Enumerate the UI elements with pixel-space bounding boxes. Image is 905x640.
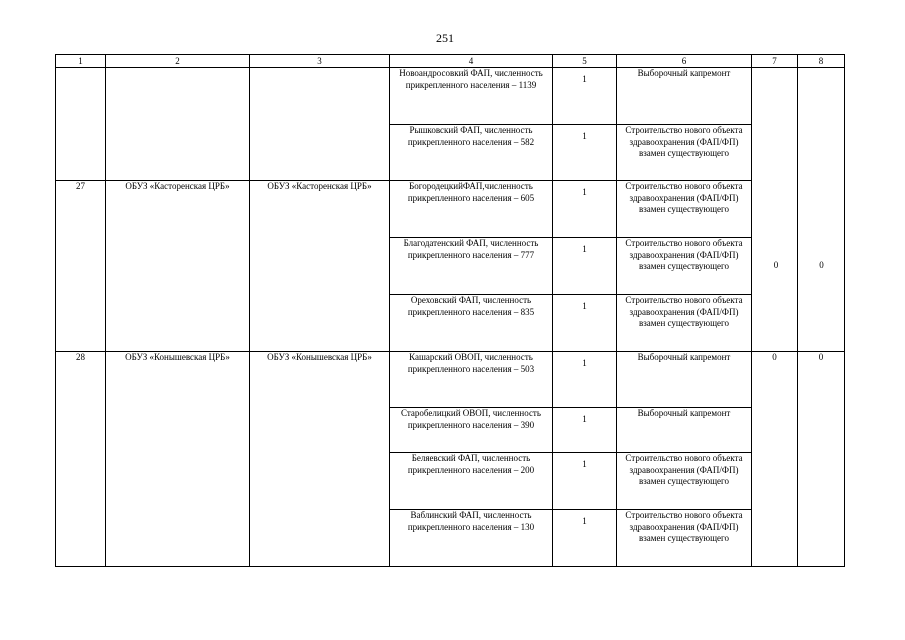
table-row: [56, 181, 845, 238]
object-cell: Ваблинский ФАП, численность прикрепленного населения – 130: [390, 510, 553, 567]
qty-cell: [553, 352, 617, 408]
qty-value: 1: [582, 244, 587, 254]
col8-value: 0: [798, 352, 845, 567]
work-cell: Выборочный капремонт: [617, 352, 752, 408]
work-cell: Строительство нового объекта здравоохранения (ФАП/ФП) взамен существующего: [617, 238, 752, 295]
header-col-4: 4: [390, 55, 553, 68]
col7-merged-cell: [752, 68, 798, 352]
cont-org-cell: [106, 68, 250, 181]
object-cell: Старобелицкий ОВОП, численность прикрепленного населения – 390: [390, 408, 553, 453]
cont-num-cell: [56, 68, 106, 181]
g27-col7-value: 0: [773, 260, 779, 270]
qty-value: 1: [582, 74, 587, 84]
qty-value: 1: [582, 516, 587, 526]
header-col-5: 5: [553, 55, 617, 68]
program-table: [55, 54, 845, 567]
header-col-7: 7: [752, 55, 798, 68]
organization-cell: ОБУЗ «Касторенская ЦРБ»: [106, 181, 250, 352]
recipient-cell: ОБУЗ «Конышевская ЦРБ»: [250, 352, 390, 567]
row-number: 27: [56, 181, 106, 352]
qty-value: 1: [582, 459, 587, 469]
page-number: 251: [436, 31, 454, 45]
qty-cell: [553, 125, 617, 181]
qty-value: 1: [582, 414, 587, 424]
header-col-8: 8: [798, 55, 845, 68]
object-cell: Беляевский ФАП, численность прикрепленного населения – 200: [390, 453, 553, 510]
cont-recipient-cell: [250, 68, 390, 181]
object-cell: Новоандросовкий ФАП, численность прикрепленного населения – 1139: [390, 68, 553, 125]
col8-merged-cell: [798, 68, 845, 352]
header-row: [56, 55, 845, 68]
work-cell: Выборочный капремонт: [617, 408, 752, 453]
qty-cell: [553, 510, 617, 567]
qty-cell: [553, 453, 617, 510]
work-cell: Строительство нового объекта здравоохранения (ФАП/ФП) взамен существующего: [617, 181, 752, 238]
g27-col8-value: 0: [819, 260, 824, 270]
qty-cell: [553, 238, 617, 295]
header-col-1: 1: [56, 55, 106, 68]
qty-value: 1: [582, 187, 587, 197]
object-cell: Ореховский ФАП, численность прикрепленного населения – 835: [390, 295, 553, 352]
object-cell: Рышковский ФАП, численность прикрепленного населения – 582: [390, 125, 553, 181]
table-row: [56, 68, 845, 125]
work-cell: Строительство нового объекта здравоохранения (ФАП/ФП) взамен существующего: [617, 295, 752, 352]
qty-cell: [553, 181, 617, 238]
object-cell: Благодатенский ФАП, численность прикрепленного населения – 777: [390, 238, 553, 295]
work-cell: Строительство нового объекта здравоохранения (ФАП/ФП) взамен существующего: [617, 453, 752, 510]
header-col-3: 3: [250, 55, 390, 68]
row-number: 28: [56, 352, 106, 567]
organization-cell: ОБУЗ «Конышевская ЦРБ»: [106, 352, 250, 567]
qty-value: 1: [582, 358, 587, 368]
col7-value: 0: [752, 352, 798, 567]
qty-cell: [553, 295, 617, 352]
qty-cell: [553, 68, 617, 125]
qty-cell: [553, 408, 617, 453]
table-row: [56, 352, 845, 408]
header-col-6: 6: [617, 55, 752, 68]
header-col-2: 2: [106, 55, 250, 68]
work-cell: Строительство нового объекта здравоохранения (ФАП/ФП) взамен существующего: [617, 125, 752, 181]
work-cell: Выборочный капремонт: [617, 68, 752, 125]
object-cell: Кашарский ОВОП, численность прикрепленного населения – 503: [390, 352, 553, 408]
work-cell: Строительство нового объекта здравоохранения (ФАП/ФП) взамен существующего: [617, 510, 752, 567]
qty-value: 1: [582, 131, 587, 141]
object-cell: БогородецкийФАП,численность прикрепленного населения – 605: [390, 181, 553, 238]
recipient-cell: ОБУЗ «Касторенская ЦРБ»: [250, 181, 390, 352]
qty-value: 1: [582, 301, 587, 311]
